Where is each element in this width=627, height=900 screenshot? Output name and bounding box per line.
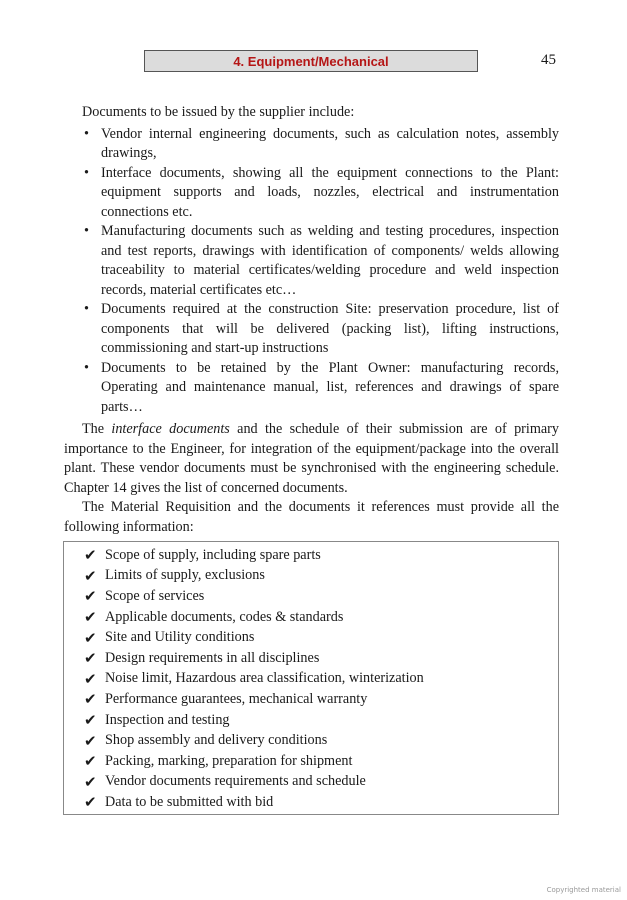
checklist-item-label: Noise limit, Hazardous area classification, winterization bbox=[105, 670, 424, 687]
paragraph-interface bbox=[64, 420, 559, 498]
checklist-item bbox=[84, 607, 558, 628]
checkmark-icon: ✔ bbox=[84, 628, 97, 647]
checklist-item bbox=[84, 772, 558, 793]
checkmark-icon: ✔ bbox=[84, 793, 97, 812]
checklist-item-label: Data to be submitted with bid bbox=[105, 793, 274, 810]
list-item: • Manufacturing documents such as welding and testing procedures, inspection and test reports, drawings with identification of components/ welds allowing traceability to material certificates/welding procedure and weld inspection records, material certificates etc… bbox=[82, 222, 559, 300]
list-item: • Interface documents, showing all the equipment connections to the Plant: equipment supports and loads, nozzles, electrical and instrumentation connections etc. bbox=[82, 164, 559, 223]
checkmark-icon: ✔ bbox=[84, 649, 97, 668]
checkmark-icon: ✔ bbox=[84, 587, 97, 606]
checklist-item-label: Design requirements in all disciplines bbox=[105, 649, 320, 666]
checkmark-icon: ✔ bbox=[84, 669, 97, 688]
checklist-item-label: Site and Utility conditions bbox=[105, 629, 255, 646]
chapter-header bbox=[144, 50, 478, 72]
checklist-item bbox=[84, 730, 558, 751]
checkmark-icon: ✔ bbox=[84, 546, 97, 565]
checklist-item bbox=[84, 669, 558, 690]
page-number: 45 bbox=[541, 52, 556, 68]
checklist-item bbox=[84, 586, 558, 607]
chapter-title: 4. Equipment/Mechanical bbox=[233, 53, 389, 69]
paragraph-interface-start: The bbox=[82, 421, 112, 437]
checklist-item-label: Applicable documents, codes & standards bbox=[105, 608, 344, 625]
list-item: • Documents required at the construction Site: preservation procedure, list of components that will be delivered (packing list), lifting instructions, commissioning and start-up instructions bbox=[82, 300, 559, 359]
checklist-item-label: Inspection and testing bbox=[105, 711, 230, 728]
requisition-checklist bbox=[63, 541, 559, 815]
checklist-item bbox=[84, 710, 558, 731]
checkmark-icon: ✔ bbox=[84, 752, 97, 771]
main-text bbox=[64, 103, 559, 537]
checklist-item-label: Performance guarantees, mechanical warranty bbox=[105, 690, 368, 707]
list-item: • Vendor internal engineering documents, such as calculation notes, assembly drawings, bbox=[82, 125, 559, 164]
checklist-item-label: Scope of services bbox=[105, 587, 205, 604]
paragraph-requisition: The Material Requisition and the documents it references must provide all the following information: bbox=[64, 499, 559, 535]
checklist-item bbox=[84, 689, 558, 710]
checklist-item bbox=[84, 627, 558, 648]
checkmark-icon: ✔ bbox=[84, 711, 97, 730]
checkmark-icon: ✔ bbox=[84, 566, 97, 585]
checklist-item-label: Vendor documents requirements and schedule bbox=[105, 773, 366, 790]
checkmark-icon: ✔ bbox=[84, 608, 97, 627]
checkmark-icon: ✔ bbox=[84, 690, 97, 709]
document-list bbox=[82, 125, 559, 418]
checklist-item bbox=[84, 648, 558, 669]
checklist-item bbox=[84, 545, 558, 566]
checklist-item bbox=[84, 792, 558, 813]
checklist-item-label: Packing, marking, preparation for shipment bbox=[105, 752, 353, 769]
checklist-item bbox=[84, 566, 558, 587]
checklist-item-label: Scope of supply, including spare parts bbox=[105, 546, 321, 563]
interface-documents-emphasis: interface documents bbox=[111, 421, 230, 437]
checkmark-icon: ✔ bbox=[84, 772, 97, 791]
checklist-item-label: Shop assembly and delivery conditions bbox=[105, 732, 328, 749]
checklist-item-label: Limits of supply, exclusions bbox=[105, 567, 265, 584]
list-item: • Documents to be retained by the Plant Owner: manufacturing records, Operating and maintenance manual, list, references and drawings of spare parts… bbox=[82, 359, 559, 418]
checkmark-icon: ✔ bbox=[84, 731, 97, 750]
paragraph-interface-rest: and the schedule of their submission are of primary importance to the Engineer, for integration of the equipment/package into the overall plant. These vendor documents must be synchronised with the engineering schedule. Chapter 14 gives the list of concerned documents. bbox=[64, 421, 559, 496]
copyright-watermark: Copyrighted material bbox=[546, 886, 621, 894]
checklist-item bbox=[84, 751, 558, 772]
intro-text: Documents to be issued by the supplier include: bbox=[82, 104, 355, 120]
